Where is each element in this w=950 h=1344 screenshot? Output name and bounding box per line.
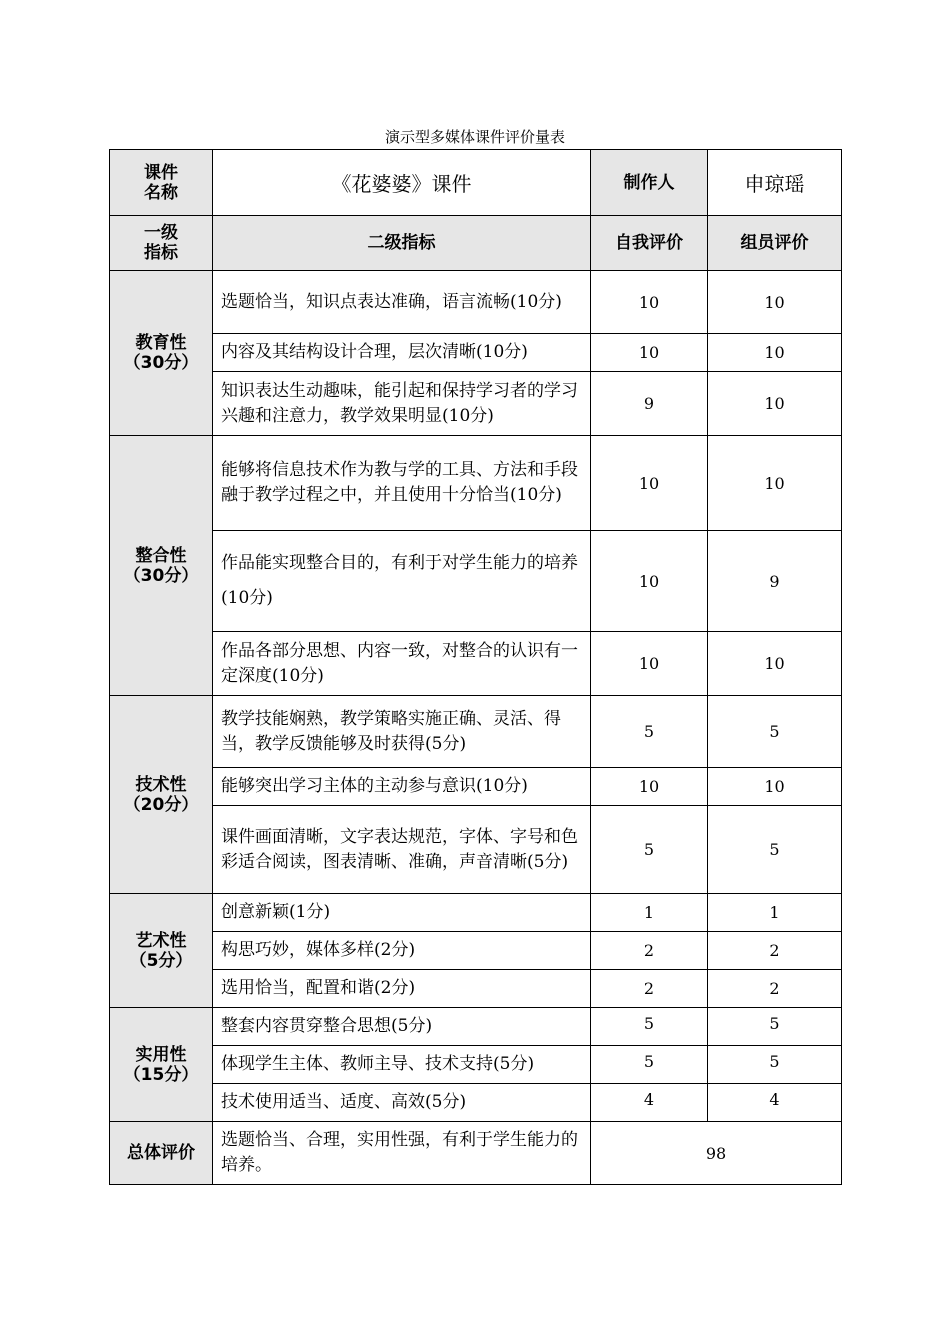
group-score: 5 [708, 696, 842, 768]
table-row [110, 531, 842, 632]
course-label-line2: 名称 [144, 182, 178, 203]
indicator-text-points: (10分) [221, 588, 273, 608]
category-name: 教育性 [135, 333, 187, 353]
self-score: 5 [591, 1046, 708, 1084]
table-row [110, 1084, 842, 1122]
table-row [110, 632, 842, 696]
indicator-text: 能够突出学习主体的主动参与意识(10分) [213, 768, 591, 806]
overall-text: 选题恰当、合理，实用性强，有利于学生能力的培养。 [213, 1122, 591, 1185]
self-score: 10 [591, 271, 708, 334]
indicator-text-main: 作品能实现整合目的，有利于对学生能力的培养 [221, 553, 578, 573]
indicator-text: 内容及其结构设计合理，层次清晰(10分) [213, 334, 591, 372]
category-education [110, 271, 213, 436]
indicator-text: 构思巧妙，媒体多样(2分) [213, 932, 591, 970]
category-name: 艺术性 [135, 930, 187, 951]
table-row [110, 334, 842, 372]
self-score: 10 [591, 334, 708, 372]
course-name-label [110, 150, 213, 216]
table-row [110, 436, 842, 531]
group-score: 10 [708, 632, 842, 696]
evaluation-table [109, 149, 842, 1185]
category-name: 技术性 [135, 774, 187, 795]
level1-line1: 一级 [144, 223, 178, 243]
group-score: 5 [708, 806, 842, 894]
category-art [110, 894, 213, 1008]
table-row [110, 271, 842, 334]
table-row [110, 1008, 842, 1046]
table-row [110, 1046, 842, 1084]
table-row [110, 806, 842, 894]
category-name: 实用性 [135, 1044, 187, 1065]
category-points: （5分） [129, 950, 193, 971]
self-score: 10 [591, 436, 708, 531]
self-score: 10 [591, 768, 708, 806]
self-score: 5 [591, 696, 708, 768]
overall-row [110, 1122, 842, 1185]
level1-header [110, 216, 213, 271]
header-row-columns [110, 216, 842, 271]
category-integration [110, 436, 213, 696]
level2-header: 二级指标 [213, 216, 591, 271]
document-title: 演示型多媒体课件评价量表 [384, 128, 565, 146]
self-eval-header: 自我评价 [591, 216, 708, 271]
indicator-text: 体现学生主体、教师主导、技术支持(5分) [213, 1046, 591, 1084]
table-row [110, 768, 842, 806]
category-points: （30分） [123, 353, 199, 373]
group-score: 4 [708, 1084, 842, 1122]
indicator-text: 技术使用适当、适度、高效(5分) [213, 1084, 591, 1122]
group-score: 10 [708, 768, 842, 806]
group-eval-header: 组员评价 [708, 216, 842, 271]
group-score: 10 [708, 436, 842, 531]
indicator-text: 作品各部分思想、内容一致，对整合的认识有一定深度(10分) [213, 632, 591, 696]
group-score: 5 [708, 1046, 842, 1084]
group-score: 5 [708, 1008, 842, 1046]
self-score: 4 [591, 1084, 708, 1122]
self-score: 9 [591, 372, 708, 436]
self-score: 1 [591, 894, 708, 932]
group-score: 9 [708, 531, 842, 632]
group-score: 10 [708, 271, 842, 334]
self-score: 2 [591, 970, 708, 1008]
category-points: （20分） [123, 794, 199, 815]
group-score: 1 [708, 894, 842, 932]
category-practicality [110, 1008, 213, 1122]
indicator-text: 教学技能娴熟，教学策略实施正确、灵活、得当，教学反馈能够及时获得(5分) [213, 696, 591, 768]
table-row [110, 970, 842, 1008]
indicator-text [213, 531, 591, 632]
indicator-text: 选用恰当，配置和谐(2分) [213, 970, 591, 1008]
header-row-course [110, 150, 842, 216]
self-score: 5 [591, 1008, 708, 1046]
self-score: 2 [591, 932, 708, 970]
indicator-text: 课件画面清晰，文字表达规范，字体、字号和色彩适合阅读，图表清晰、准确，声音清晰(5分) [213, 806, 591, 894]
category-technology [110, 696, 213, 894]
author-name: 申琼瑶 [708, 150, 842, 216]
author-label: 制作人 [591, 150, 708, 216]
table-row [110, 372, 842, 436]
group-score: 10 [708, 372, 842, 436]
course-name-value: 《花婆婆》课件 [213, 150, 591, 216]
overall-score: 98 [591, 1122, 842, 1185]
level1-line2: 指标 [144, 243, 178, 263]
category-points: （30分） [123, 565, 199, 586]
table-row [110, 894, 842, 932]
overall-label: 总体评价 [110, 1122, 213, 1185]
group-score: 10 [708, 334, 842, 372]
self-score: 10 [591, 531, 708, 632]
group-score: 2 [708, 932, 842, 970]
group-score: 2 [708, 970, 842, 1008]
course-label-line1: 课件 [144, 162, 178, 183]
table-row [110, 932, 842, 970]
indicator-text: 创意新颖(1分) [213, 894, 591, 932]
indicator-text: 知识表达生动趣味，能引起和保持学习者的学习兴趣和注意力，教学效果明显(10分) [213, 372, 591, 436]
table-row [110, 696, 842, 768]
indicator-text: 整套内容贯穿整合思想(5分) [213, 1008, 591, 1046]
self-score: 10 [591, 632, 708, 696]
self-score: 5 [591, 806, 708, 894]
category-points: （15分） [123, 1064, 199, 1085]
indicator-text: 选题恰当，知识点表达准确，语言流畅(10分) [213, 271, 591, 334]
category-name: 整合性 [135, 545, 187, 566]
indicator-text: 能够将信息技术作为教与学的工具、方法和手段融于教学过程之中，并且使用十分恰当(10分) [213, 436, 591, 531]
